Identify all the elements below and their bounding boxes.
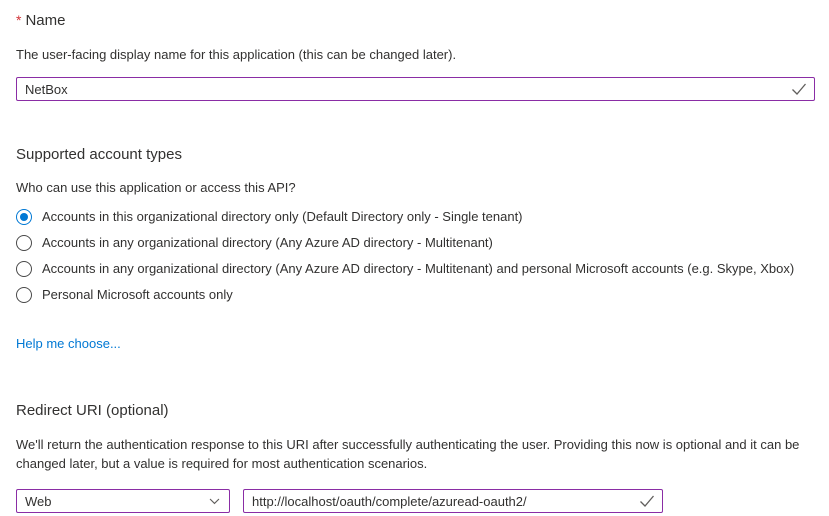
name-label: Name	[25, 12, 66, 29]
radio-option-personal-only[interactable]	[16, 286, 815, 304]
radio-option-label[interactable]: Accounts in any organizational directory (Any Azure AD directory - Multitenant) and personal Microsoft accounts (e.g. Skype, Xbox)	[42, 261, 795, 276]
radio-option-multitenant-personal[interactable]	[16, 260, 815, 278]
redirect-uri-title: Redirect URI (optional)	[16, 402, 169, 419]
radio-option-single-tenant[interactable]	[16, 208, 815, 226]
radio-option-multitenant[interactable]	[16, 234, 815, 252]
chevron-down-icon	[208, 495, 221, 508]
supported-account-types-section	[16, 145, 815, 353]
name-section-title	[16, 10, 815, 31]
name-description: The user-facing display name for this application (this can be changed later).	[16, 47, 457, 62]
radio-button-icon[interactable]	[16, 261, 32, 277]
help-me-choose-link[interactable]: Help me choose...	[16, 336, 121, 351]
redirect-uri-input[interactable]	[243, 489, 663, 513]
radio-option-label[interactable]: Personal Microsoft accounts only	[42, 287, 233, 302]
radio-button-icon[interactable]	[16, 209, 32, 225]
account-types-radio-group	[16, 208, 815, 304]
radio-button-icon[interactable]	[16, 235, 32, 251]
name-input[interactable]	[16, 77, 815, 101]
platform-select[interactable]	[16, 489, 230, 513]
radio-option-label[interactable]: Accounts in any organizational directory (Any Azure AD directory - Multitenant)	[42, 235, 493, 250]
redirect-uri-row	[16, 489, 815, 513]
redirect-uri-field-wrap	[243, 489, 663, 513]
account-types-title: Supported account types	[16, 146, 182, 163]
account-types-question: Who can use this application or access this API?	[16, 180, 296, 195]
platform-select-value: Web	[25, 493, 52, 509]
radio-option-label[interactable]: Accounts in this organizational directory only (Default Directory only - Single tenant)	[42, 209, 523, 224]
redirect-uri-section	[16, 401, 815, 513]
name-field-wrap	[16, 77, 815, 101]
radio-button-icon[interactable]	[16, 287, 32, 303]
redirect-uri-description: We'll return the authentication response to this URI after successfully authenticating the user. Providing this now is optional and it can be changed later, but a value is required for most authentication scenarios.	[16, 437, 800, 471]
required-asterisk: *	[16, 12, 22, 28]
